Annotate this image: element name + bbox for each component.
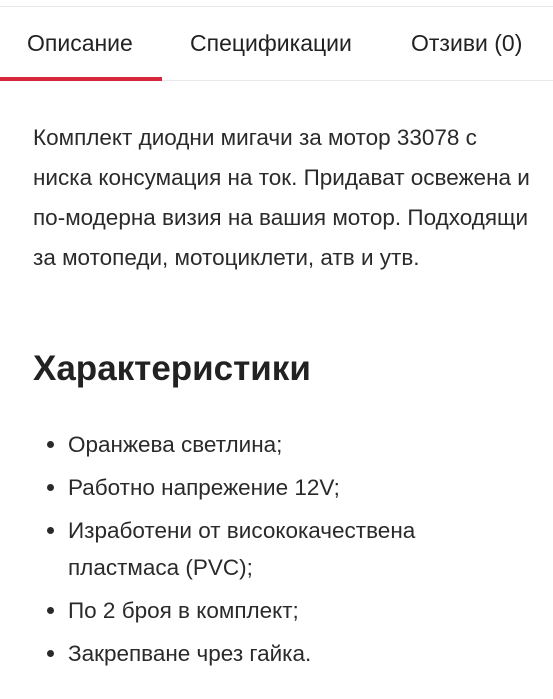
list-item — [33, 469, 513, 506]
characteristics-heading: Характеристики — [33, 349, 311, 388]
list-item — [33, 512, 513, 586]
tab-specifications[interactable]: Спецификации — [190, 30, 352, 56]
list-item — [33, 426, 513, 463]
list-item-text: Оранжева светлина; — [68, 432, 283, 457]
product-description: Комплект диодни мигачи за мотор 33078 с ниска консумация на ток. Придават освежена и по-модерна визия на вашия мотор. Подходящи за мотопеди, мотоциклети, атв и утв. — [33, 125, 530, 270]
list-item — [33, 635, 513, 672]
list-item-text: Изработени от висококачествена пластмаса (PVC); — [68, 518, 416, 580]
product-tabs — [0, 0, 553, 81]
bullet-icon — [47, 527, 54, 534]
list-item-text: Закрепване чрез гайка. — [68, 641, 312, 666]
tab-reviews[interactable]: Отзиви (0) — [411, 30, 523, 56]
bullet-icon — [47, 441, 54, 448]
active-tab-indicator — [0, 77, 162, 81]
list-item-text: По 2 броя в комплект; — [68, 598, 299, 623]
tab-content — [33, 118, 533, 666]
bullet-icon — [47, 650, 54, 657]
bullet-icon — [47, 484, 54, 491]
characteristics-list — [33, 426, 513, 678]
list-item-text: Работно напрежение 12V; — [68, 475, 340, 500]
bullet-icon — [47, 607, 54, 614]
tab-description[interactable]: Описание — [27, 30, 133, 56]
list-item — [33, 592, 513, 629]
